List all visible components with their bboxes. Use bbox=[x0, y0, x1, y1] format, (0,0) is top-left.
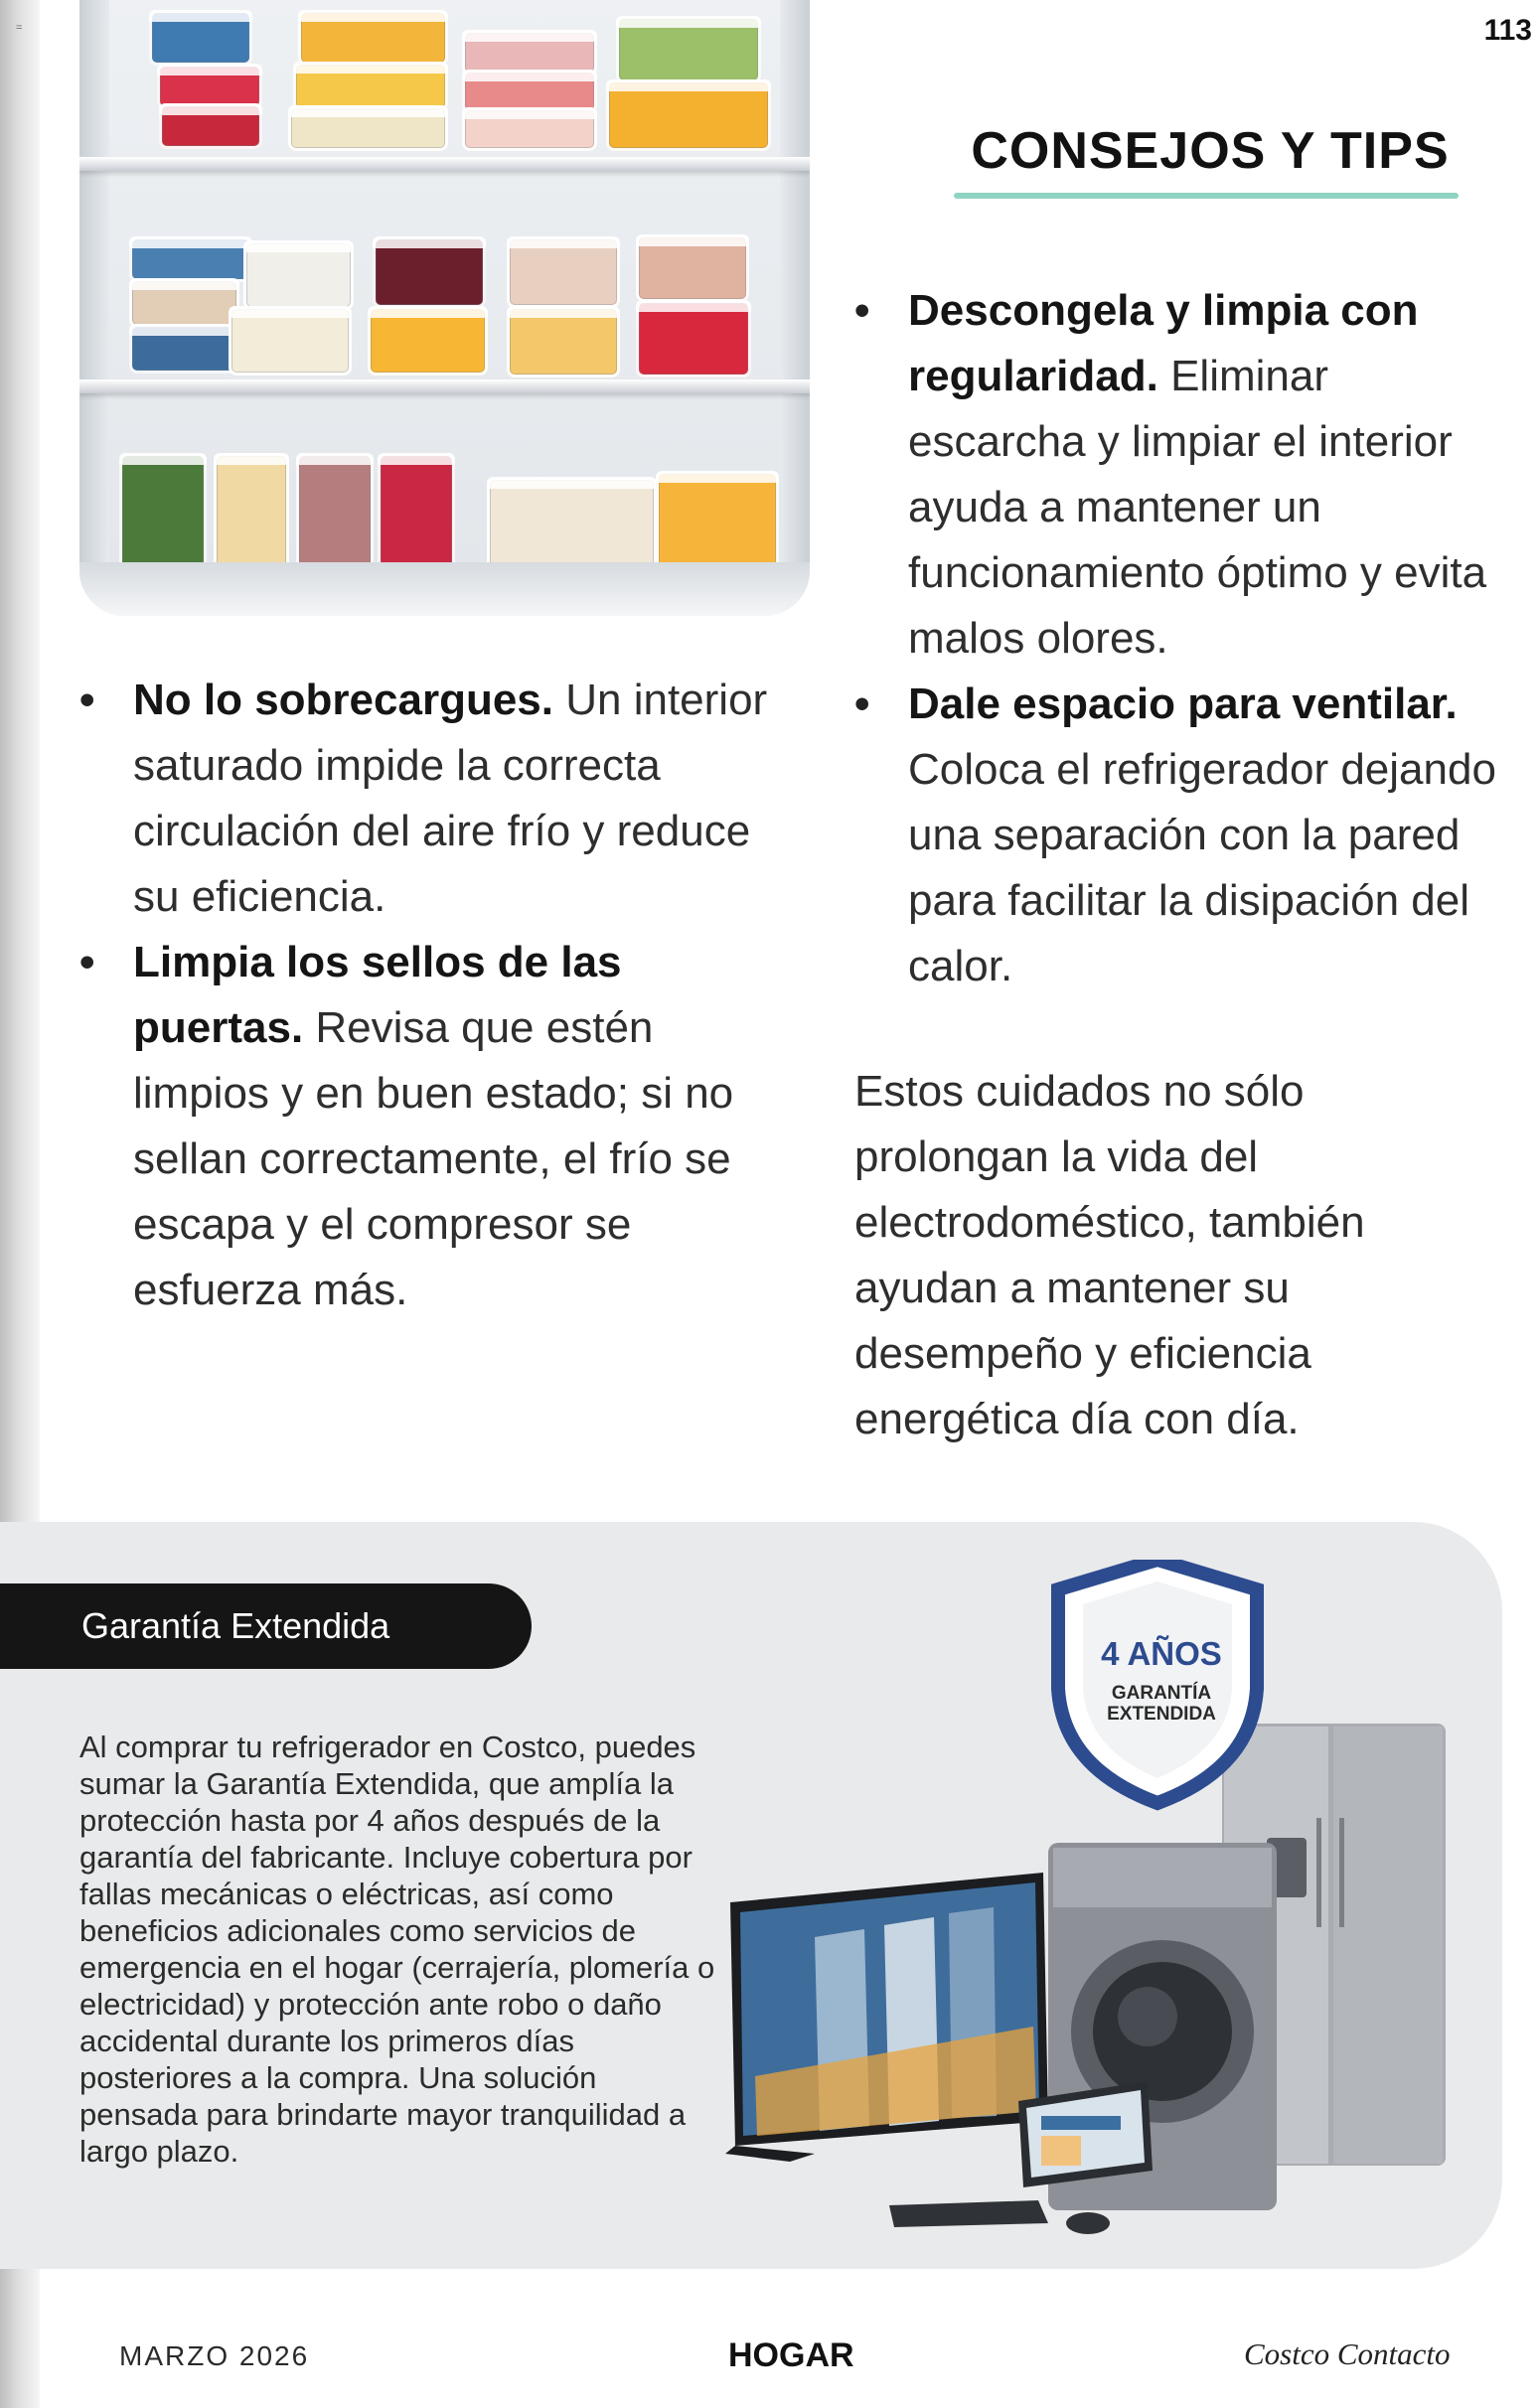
tip-ventilation-space bbox=[854, 672, 1510, 999]
bullet-icon: • bbox=[79, 676, 95, 724]
tip-heading: Dale espacio para ventilar. bbox=[908, 679, 1458, 728]
corner-mark: = bbox=[16, 22, 23, 34]
tips-left-column bbox=[79, 668, 785, 1323]
television-icon bbox=[725, 1873, 1048, 2162]
footer-brand: Costco Contacto bbox=[1244, 2336, 1451, 2371]
badge-years: 4 AÑOS bbox=[1101, 1635, 1222, 1672]
fridge-photo bbox=[79, 0, 810, 616]
title-underline bbox=[954, 193, 1459, 199]
tip-defrost-clean bbox=[854, 278, 1510, 672]
badge-line-2: EXTENDIDA bbox=[1107, 1704, 1216, 1725]
warranty-description: Al comprar tu refrigerador en Costco, puedes sumar la Garantía Extendida, que amplía la protección hasta por 4 años después de la garantía del fabricante. Incluye cobertura por fallas mecánicas o eléctricas, así como beneficios adicionales como servicios de emergencia en el hogar (cerrajería, plomería o electricidad) y protección ante robo o daño accidental durante los primeros días posteriores a la compra. Una solución pensada para brindarte mayor tranquilidad a largo plazo. bbox=[79, 1730, 715, 2169]
tip-body: Revisa que estén limpios y en buen estado; si no sellan correctamente, el frío se escapa y el compresor se esfuerza más. bbox=[133, 1003, 734, 1314]
tip-heading: Limpia los sellos de las puertas. bbox=[133, 938, 622, 1052]
page-number: 113 bbox=[1483, 14, 1532, 47]
bullet-icon: • bbox=[854, 286, 870, 335]
tip-body: Un interior saturado impide la correcta circulación del aire frío y reduce su eficiencia. bbox=[133, 676, 768, 921]
warranty-tag: Garantía Extendida bbox=[0, 1583, 532, 1669]
tips-right-column bbox=[854, 278, 1510, 999]
closing-paragraph: Estos cuidados no sólo prolongan la vida del electrodoméstico, también ayudan a mantener su desempeño y eficiencia energética día con día. bbox=[854, 1067, 1365, 1443]
badge-line-1: GARANTÍA bbox=[1111, 1683, 1212, 1704]
footer-section: HOGAR bbox=[728, 2336, 854, 2374]
tip-heading: No lo sobrecargues. bbox=[133, 676, 554, 724]
mouse-icon bbox=[1066, 2212, 1110, 2234]
tip-clean-door-seals bbox=[79, 930, 785, 1323]
footer-date: MARZO 2026 bbox=[119, 2340, 310, 2371]
tip-no-overload bbox=[79, 668, 785, 930]
bullet-icon: • bbox=[854, 679, 870, 728]
section-title: CONSEJOS Y TIPS bbox=[971, 122, 1450, 180]
tip-body: Eliminar escarcha y limpiar el interior ayuda a mantener un funcionamiento óptimo y evita malos olores. bbox=[908, 352, 1487, 663]
bullet-icon: • bbox=[79, 938, 95, 986]
keyboard-icon bbox=[889, 2200, 1048, 2227]
tip-body: Coloca el refrigerador dejando una separación con la pared para facilitar la disipación del calor. bbox=[908, 745, 1496, 990]
warranty-shield-icon bbox=[1058, 1560, 1257, 1803]
tip-heading: Descongela y limpia con regularidad. bbox=[908, 286, 1419, 400]
badge-subtitle bbox=[1087, 1683, 1236, 1725]
